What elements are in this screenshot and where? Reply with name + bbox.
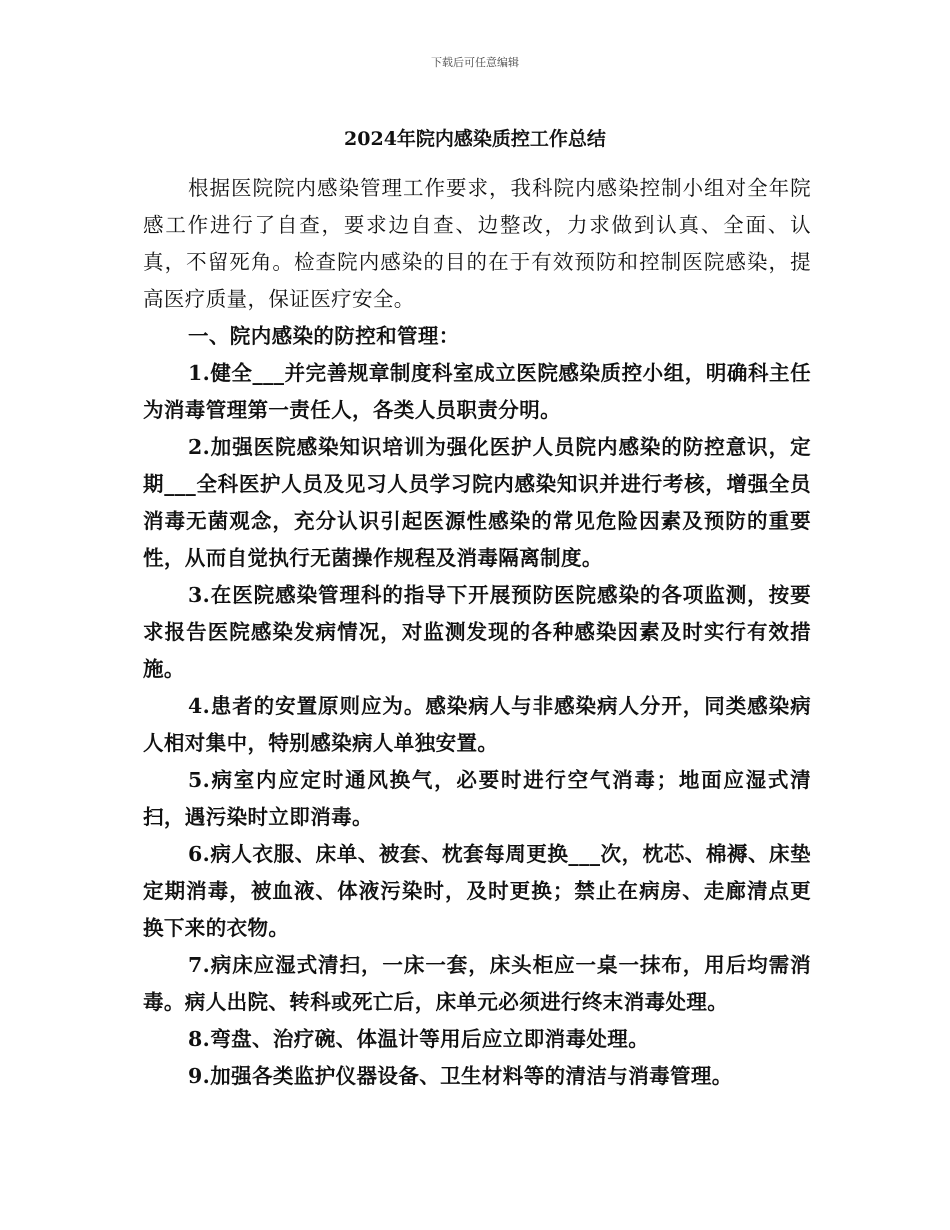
document-body <box>143 170 811 1095</box>
section-heading: 一、院内感染的防控和管理： <box>188 324 460 348</box>
list-item: 9.加强各类监护仪器设备、卫生材料等的清洁与消毒管理。 <box>188 1064 733 1088</box>
intro-paragraph: 根据医院院内感染管理工作要求，我科院内感染控制小组对全年院感工作进行了自查，要求边自查、边整改，力求做到认真、全面、认真，不留死角。检查院内感染的目的在于有效预防和控制医院感染，提高医疗质量，保证医疗安全。 <box>143 176 811 311</box>
list-item: 7.病床应湿式清扫，一床一套，床头柜应一桌一抹布，用后均需消毒。病人出院、转科或死亡后，床单元必须进行终末消毒处理。 <box>143 953 811 1014</box>
list-item: 6.病人衣服、床单、被套、枕套每周更换___次，枕芯、棉褥、床垫定期消毒，被血液、体液污染时，及时更换；禁止在病房、走廊清点更换下来的衣物。 <box>143 842 811 940</box>
list-item: 3.在医院感染管理科的指导下开展预防医院感染的各项监测，按要求报告医院感染发病情况，对监测发现的各种感染因素及时实行有效措施。 <box>143 583 811 681</box>
item-list <box>143 355 811 1095</box>
list-item: 8.弯盘、治疗碗、体温计等用后应立即消毒处理。 <box>188 1027 650 1051</box>
list-item: 2.加强医院感染知识培训为强化医护人员院内感染的防控意识，定期___全科医护人员及见习人员学习院内感染知识并进行考核，增强全员消毒无菌观念，充分认识引起医源性感染的常见危险因素及预防的重要性，从而自觉执行无菌操作规程及消毒隔离制度。 <box>143 435 811 570</box>
list-item: 1.健全___并完善规章制度科室成立医院感染质控小组，明确科主任为消毒管理第一责任人，各类人员职责分明。 <box>143 361 811 422</box>
list-item: 5.病室内应定时通风换气，必要时进行空气消毒；地面应湿式清扫，遇污染时立即消毒。 <box>143 768 811 829</box>
header-note: 下载后可任意编辑 <box>431 56 519 69</box>
document-title: 2024年院内感染质控工作总结 <box>344 128 606 150</box>
list-item: 4.患者的安置原则应为。感染病人与非感染病人分开，同类感染病人相对集中，特别感染病人单独安置。 <box>143 694 811 755</box>
